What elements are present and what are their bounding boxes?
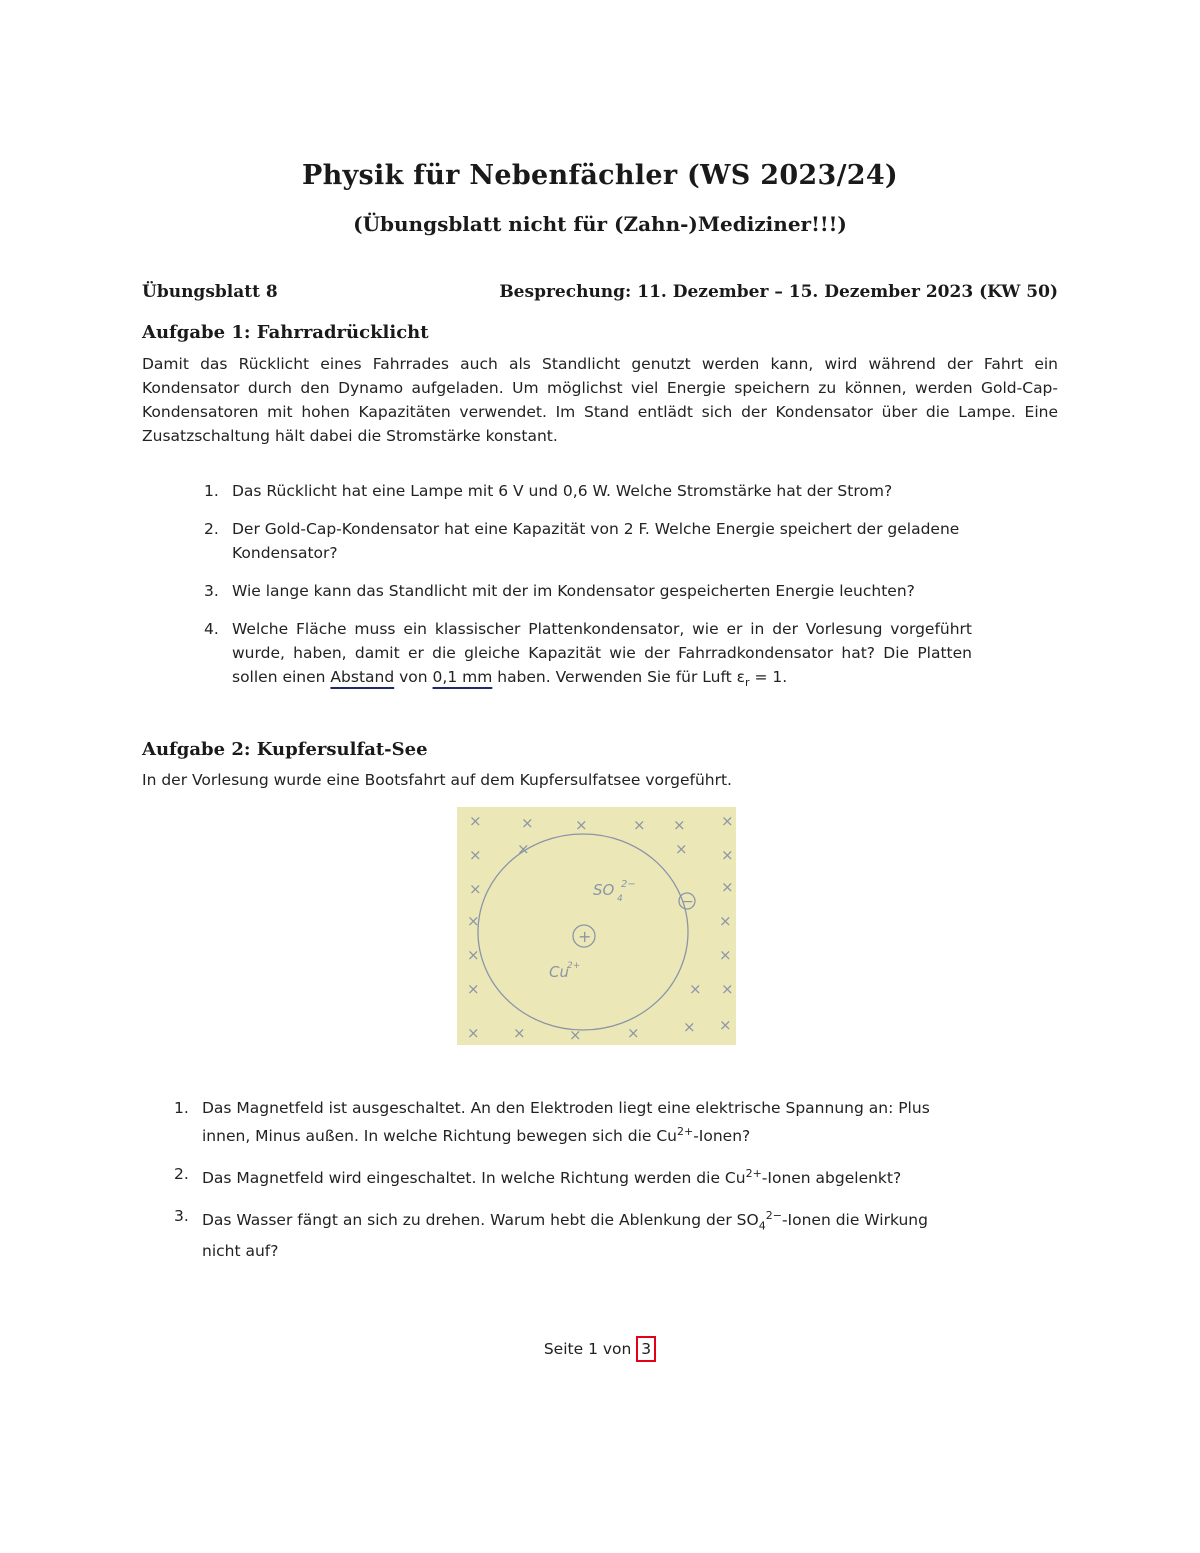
list-item bbox=[174, 1162, 932, 1190]
page-footer bbox=[0, 1336, 1200, 1362]
list-item bbox=[204, 579, 972, 603]
field-cross-mark: × bbox=[683, 1018, 696, 1036]
field-cross-mark: × bbox=[721, 846, 734, 864]
field-cross-mark: × bbox=[675, 840, 688, 858]
item-text: Das Wasser fängt an sich zu drehen. Warum hebt die Ablenkung der SO bbox=[202, 1211, 759, 1230]
item-text: von bbox=[394, 668, 433, 686]
field-cross-mark: × bbox=[467, 1024, 480, 1042]
item-text: -Ionen die Wirkung nicht auf? bbox=[202, 1211, 928, 1260]
field-cross-mark: × bbox=[467, 946, 480, 964]
charge-superscript: 2+ bbox=[676, 1125, 694, 1138]
epsilon-subscript: r bbox=[745, 676, 750, 690]
discussion-date: Besprechung: 11. Dezember – 15. Dezember 2023 (KW 50) bbox=[499, 282, 1058, 302]
item-number: 2. bbox=[204, 520, 219, 538]
item-number: 3. bbox=[174, 1207, 189, 1226]
so4-ion-label: SO bbox=[593, 881, 615, 899]
field-cross-mark: × bbox=[521, 814, 534, 832]
cu-ion-charge: 2+ bbox=[567, 961, 581, 971]
task1-intro: Damit das Rücklicht eines Fahrrades auch als Standlicht genutzt werden kann, wird während der Fahrt ein Kondensator durch den Dynamo aufgeladen. Um möglichst viel Energie speichern zu können, werden Gold-Cap-Kondensatoren mit hohen Kapazitäten verwendet. Im Stand entlädt sich der Kondensator über die Lampe. Eine Zusatzschaltung hält dabei die Stromstärke konstant. bbox=[142, 355, 1058, 445]
task1-list bbox=[204, 479, 972, 709]
sulfate-subscript: 4 bbox=[758, 1219, 766, 1233]
field-cross-mark: × bbox=[467, 912, 480, 930]
field-cross-mark: × bbox=[721, 878, 734, 896]
copper-sulfate-sketch bbox=[457, 807, 736, 1045]
field-cross-mark: × bbox=[721, 980, 734, 998]
field-cross-mark: × bbox=[689, 980, 702, 998]
list-item bbox=[204, 517, 972, 565]
sheet-number: Übungsblatt 8 bbox=[142, 282, 278, 302]
field-cross-mark: × bbox=[719, 946, 732, 964]
list-item bbox=[204, 479, 972, 503]
page-indicator: Seite 1 von bbox=[543, 1340, 637, 1358]
sketch-drawing bbox=[457, 807, 736, 1045]
item-text: Wie lange kann das Standlicht mit der im Kondensator gespeicherten Energie leuchten? bbox=[232, 582, 915, 600]
item-text: Der Gold-Cap-Kondensator hat eine Kapazität von 2 F. Welche Energie speichert der geladene Kondensator? bbox=[232, 520, 960, 562]
task2-list bbox=[174, 1096, 932, 1277]
page-subtitle: (Übungsblatt nicht für (Zahn-)Mediziner!!!) bbox=[353, 212, 847, 236]
field-cross-mark: × bbox=[513, 1024, 526, 1042]
so4-ion-charge: 2− bbox=[621, 879, 636, 890]
list-item bbox=[204, 617, 972, 695]
field-cross-mark: × bbox=[569, 1026, 582, 1044]
item-number: 2. bbox=[174, 1165, 189, 1184]
item-text: Das Magnetfeld ist ausgeschaltet. An den Elektroden liegt eine elektrische Spannung an: Plus innen, Minus außen. In welche Richtung bewegen sich die Cu bbox=[202, 1099, 930, 1146]
cu-ion-label: Cu bbox=[549, 963, 569, 981]
item-text: -Ionen? bbox=[693, 1127, 751, 1146]
list-item bbox=[174, 1096, 932, 1148]
item-text: haben. Verwenden Sie für Luft ε bbox=[492, 668, 746, 686]
field-cross-mark: × bbox=[633, 816, 646, 834]
field-cross-mark: × bbox=[719, 912, 732, 930]
item-text: = 1. bbox=[749, 668, 788, 686]
item-text: Welche Fläche muss ein klassischer Plattenkondensator, wie er in der Vorlesung vorgeführt wurde, haben, damit er die gleiche Kapazität wie der Fahrradkondensator hat? Die Platten sollen einen bbox=[232, 620, 972, 686]
field-cross-mark: × bbox=[673, 816, 686, 834]
item-text: -Ionen abgelenkt? bbox=[761, 1169, 902, 1188]
item-number: 1. bbox=[174, 1099, 189, 1117]
task2-heading: Aufgabe 2: Kupfersulfat-See bbox=[142, 739, 428, 760]
item-text: Das Rücklicht hat eine Lampe mit 6 V und 0,6 W. Welche Stromstärke hat der Strom? bbox=[232, 482, 893, 500]
field-cross-mark: × bbox=[719, 1016, 732, 1034]
item-number: 4. bbox=[204, 620, 219, 638]
field-cross-mark: × bbox=[469, 880, 482, 898]
page-title: Physik für Nebenfächler (WS 2023/24) bbox=[302, 160, 898, 191]
underlined-word: Abstand bbox=[330, 668, 395, 686]
underlined-distance: 0,1 mm bbox=[432, 668, 493, 686]
item-text: Das Magnetfeld wird eingeschaltet. In welche Richtung werden die Cu bbox=[202, 1169, 746, 1188]
so4-ion-sub: 4 bbox=[617, 894, 623, 904]
minus-sign: − bbox=[682, 894, 694, 910]
item-number: 1. bbox=[204, 482, 219, 500]
charge-superscript: 2+ bbox=[745, 1167, 762, 1181]
field-cross-mark: × bbox=[575, 816, 588, 834]
charge-superscript: 2− bbox=[765, 1209, 782, 1223]
field-cross-mark: × bbox=[517, 840, 530, 858]
field-cross-mark: × bbox=[469, 846, 482, 864]
field-cross-mark: × bbox=[721, 812, 734, 830]
total-pages-link[interactable]: 3 bbox=[636, 1336, 656, 1362]
task2-intro: In der Vorlesung wurde eine Bootsfahrt auf dem Kupfersulfatsee vorgeführt. bbox=[142, 771, 732, 789]
list-item bbox=[174, 1204, 932, 1262]
task1-heading: Aufgabe 1: Fahrradrücklicht bbox=[142, 322, 429, 343]
field-cross-mark: × bbox=[627, 1024, 640, 1042]
plus-sign: + bbox=[578, 927, 592, 946]
magnetic-field-crosses bbox=[467, 812, 734, 1044]
field-cross-mark: × bbox=[467, 980, 480, 998]
field-cross-mark: × bbox=[469, 812, 482, 830]
item-number: 3. bbox=[204, 582, 219, 600]
